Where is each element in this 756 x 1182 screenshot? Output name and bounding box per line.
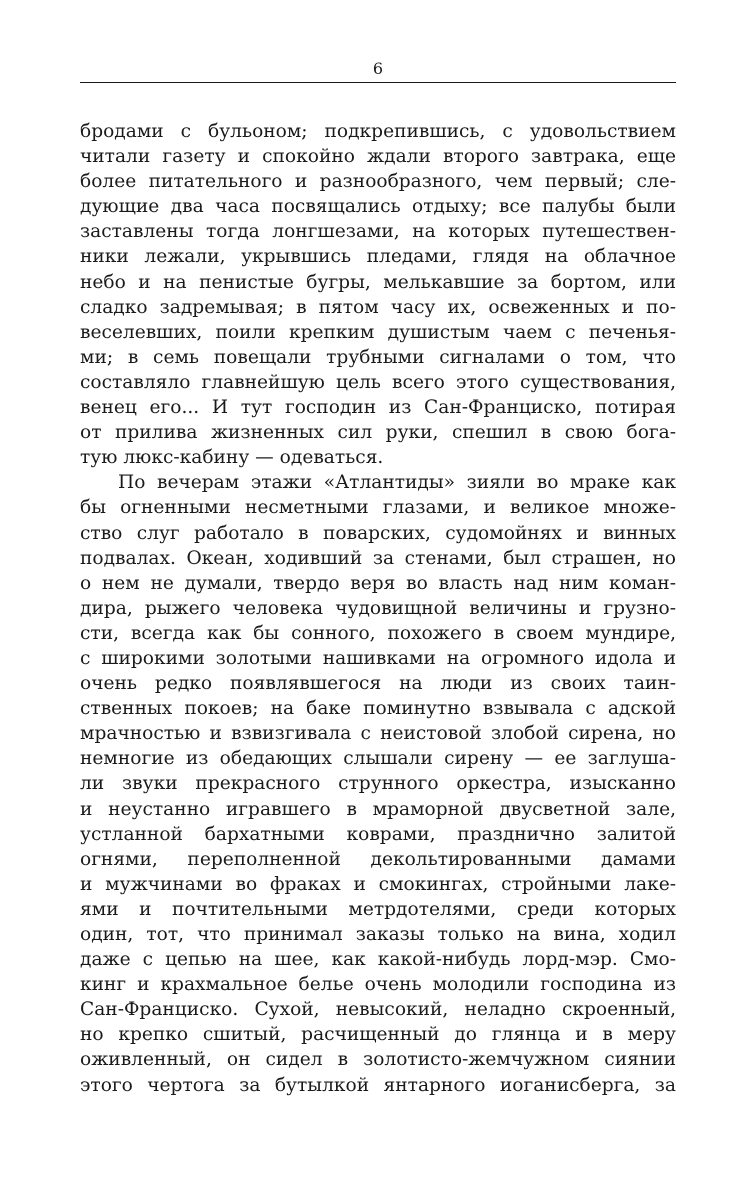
text-line: один, тот, что принимал заказы только на вина, ходил xyxy=(80,924,676,945)
text-line: дира, рыжего человека чудовищной величины и грузно- xyxy=(80,597,676,619)
text-line: устланной бархатными коврами, празднично залитой xyxy=(80,823,676,845)
text-line: ми; в семь повещали трубными сигналами о том, что xyxy=(80,346,676,368)
text-line: сладко задремывая; в пятом часу их, освеженных и по- xyxy=(80,296,676,318)
text-line: подвалах. Океан, ходивший за стенами, был страшен, но xyxy=(80,547,676,569)
text-line: тую люкс-кабину — одеваться. xyxy=(80,447,384,469)
text-line: сти, всегда как бы сонного, похожего в своем мундире, xyxy=(80,622,676,644)
text-line: ственных покоев; на баке поминутно взвывала с адской xyxy=(80,698,676,720)
paragraph xyxy=(80,119,676,470)
text-line: от прилива жизненных сил руки, спешил в свою бога- xyxy=(80,422,676,444)
text-line: и неустанно игравшего в мраморной двусветной зале, xyxy=(80,798,676,820)
text-line: оживленный, он сидел в золотисто-жемчужном сиянии xyxy=(80,1049,676,1071)
text-line: веселевших, поили крепким душистым чаем с печенья- xyxy=(80,321,676,343)
text-line: но крепко сшитый, расчищенный до глянца и в меру xyxy=(80,1024,676,1046)
text-line: кинг и крахмальное белье очень молодили господина из xyxy=(80,974,676,996)
text-line: По вечерам этажи «Атлантиды» зияли во мраке как xyxy=(118,472,676,494)
text-line: ями и почтительными метрдотелями, среди которых xyxy=(80,898,676,920)
text-line: бродами с бульоном; подкрепившись, с удовольствием xyxy=(80,121,676,142)
body-text xyxy=(80,119,676,1098)
text-line: огнями, переполненной декольтированными дамами xyxy=(80,848,676,870)
text-line: заставлены тогда лонгшезами, на которых путешествен- xyxy=(80,221,676,243)
text-line: более питательного и разнообразного, чем первый; сле- xyxy=(80,171,676,193)
header-rule xyxy=(80,82,676,83)
text-line: венец его... И тут господин из Сан-Франциско, потирая xyxy=(80,397,676,419)
text-line: дующие два часа посвящались отдыху; все палубы были xyxy=(80,196,676,218)
text-line: даже с цепью на шее, как какой-нибудь лорд-мэр. Смо- xyxy=(80,949,676,971)
text-line: и мужчинами во фраках и смокингах, стройными лаке- xyxy=(80,873,676,895)
text-line: с широкими золотыми нашивками на огромного идола и xyxy=(80,647,676,669)
text-line: о нем не думали, твердо веря во власть над ним коман- xyxy=(80,572,676,594)
text-line: мрачностью и взвизгивала с неистовой злобой сирена, но xyxy=(80,723,676,745)
text-line: немногие из обедающих слышали сирену — ее заглуша- xyxy=(80,748,676,770)
text-line: Сан-Франциско. Сухой, невысокий, неладно скроенный, xyxy=(80,999,676,1021)
text-line: небо и на пенистые бугры, мелькавшие за бортом, или xyxy=(80,271,676,293)
text-line: составляло главнейшую цель всего этого существования, xyxy=(80,371,676,393)
text-line: ство слуг работало в поварских, судомойнях и винных xyxy=(80,522,676,544)
text-line: очень редко появлявшегося на люди из своих таин- xyxy=(80,673,676,695)
text-line: читали газету и спокойно ждали второго завтрака, еще xyxy=(80,146,676,168)
page-number: 6 xyxy=(372,59,384,78)
text-line: ники лежали, укрывшись пледами, глядя на облачное xyxy=(80,246,676,268)
text-line: этого чертога за бутылкой янтарного иоганисберга, за xyxy=(80,1074,676,1096)
text-line: ли звуки прекрасного струнного оркестра, изысканно xyxy=(80,773,676,795)
text-line: бы огненными несметными глазами, и великое множе- xyxy=(80,497,676,519)
paragraph xyxy=(80,470,676,1097)
